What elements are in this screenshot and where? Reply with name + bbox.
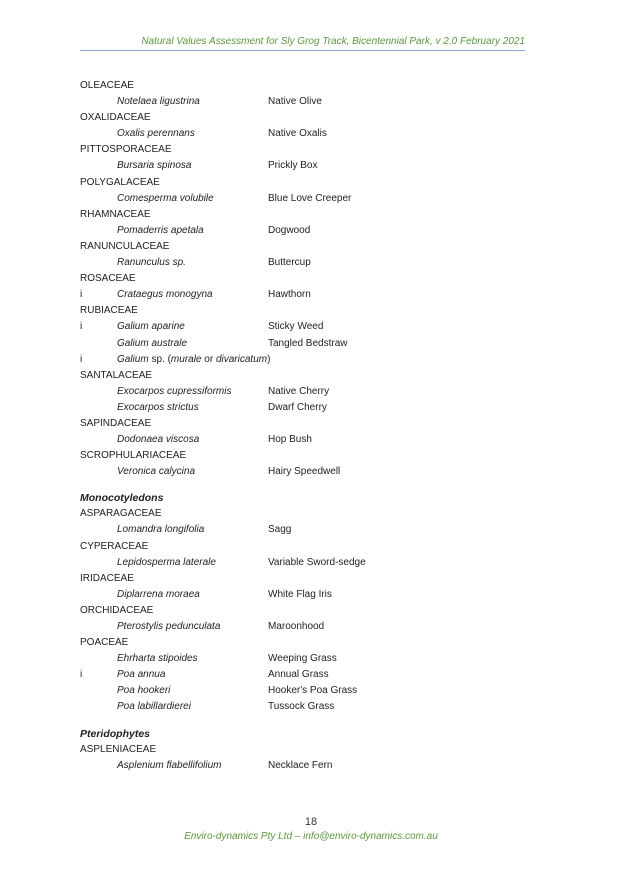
species-row [80,555,540,571]
scientific-name: Galium aparine [117,321,185,333]
common-name: Variable Sword-sedge [268,556,366,568]
qualifier-option: murale [170,353,202,365]
scientific-name: Ehrharta stipoides [117,653,198,665]
common-name: Tussock Grass [268,701,335,713]
scientific-name: Oxalis perennans [117,128,195,140]
family-name: SAPINDACEAE [80,417,152,429]
species-row [80,400,540,416]
family-name: SCROPHULARIACEAE [80,450,187,462]
scientific-name: Notelaea ligustrina [117,96,200,108]
species-row [80,287,540,303]
common-name: Blue Love Creeper [268,192,352,204]
introduced-marker: i [80,669,83,681]
common-name: Tangled Bedstraw [268,337,348,349]
species-row [80,699,540,715]
section-heading-pteridophytes: Pteridophytes [80,727,151,740]
family-name: RUBIACEAE [80,305,138,317]
common-name: Hooker's Poa Grass [268,685,358,697]
species-list [80,78,540,774]
family-name: OLEACEAE [80,80,134,91]
species-row [80,522,540,538]
species-row [80,432,540,448]
scientific-name: Comesperma volubile [117,192,214,204]
species-row [80,223,540,239]
family-name: POLYGALACEAE [80,176,160,188]
scientific-name: Exocarpos cupressiformis [117,385,232,397]
species-row [80,758,540,774]
common-name: Hairy Speedwell [268,466,341,478]
family-name: OXALIDACEAE [80,112,151,124]
introduced-marker: i [80,353,83,365]
common-name: Buttercup [268,257,311,269]
species-row [80,158,540,174]
header-rule [80,50,525,51]
common-name: Weeping Grass [268,653,337,665]
scientific-name: Veronica calycina [117,466,196,478]
species-row [80,319,540,335]
common-name: White Flag Iris [268,588,332,600]
family-name: CYPERACEAE [80,540,149,552]
common-name: Dwarf Cherry [268,401,327,413]
species-row [80,619,540,635]
monocot-list [80,506,540,715]
species-row [80,683,540,699]
introduced-marker: i [80,321,83,333]
common-name: Native Olive [268,96,322,108]
family-name: POACEAE [80,637,129,649]
common-name: Annual Grass [268,669,329,681]
common-name: Prickly Box [268,160,318,172]
scientific-name: Poa labillardierei [117,701,191,713]
scientific-name: Asplenium flabellifolium [117,759,222,771]
family-name: IRIDACEAE [80,572,134,584]
species-row [80,384,540,400]
scientific-name: Galium australe [117,337,188,349]
family-name: RANUNCULACEAE [80,240,170,252]
scientific-name: Pomaderris apetala [117,224,204,236]
common-name: Necklace Fern [268,759,333,771]
qualifier-option: divaricatum [215,353,268,365]
species-row [80,667,540,683]
scientific-name: Bursaria spinosa [117,160,192,172]
common-name: Sagg [268,524,292,536]
species-row [80,191,540,207]
scientific-name: Diplarrena moraea [117,588,200,600]
family-name: SANTALACEAE [80,369,153,381]
species-row [80,651,540,667]
scientific-name: Dodonaea viscosa [117,434,200,446]
genus-name: Galium [117,353,149,365]
species-row [80,336,540,352]
common-name: Hop Bush [268,434,312,446]
family-name: ASPLENIACEAE [80,743,157,755]
family-name: ORCHIDACEAE [80,604,154,616]
family-name: ROSACEAE [80,273,136,285]
common-name: Maroonhood [268,621,325,632]
species-qualifier [149,354,271,365]
page-header: Natural Values Assessment for Sly Grog Track, Bicentennial Park, v 2.0 February 2021 [141,36,525,47]
scientific-name [117,352,270,368]
scientific-name: Lepidosperma laterale [117,556,216,568]
footer-text: Enviro-dynamics Pty Ltd – info@enviro-dynamics.com.au [184,831,438,842]
species-row [80,464,540,480]
scientific-name: Ranunculus sp. [117,257,186,269]
qualifier-text: or [201,353,216,365]
scientific-name: Lomandra longifolia [117,524,205,536]
species-row [80,587,540,603]
scientific-name: Exocarpos strictus [117,401,199,413]
scientific-name: Pterostylis pedunculata [117,621,221,632]
qualifier-text: sp. ( [148,353,171,365]
common-name: Dogwood [268,224,311,236]
family-name: ASPARAGACEAE [80,508,162,520]
common-name: Hawthorn [268,289,311,301]
scientific-name: Poa annua [117,669,166,681]
scientific-name: Crataegus monogyna [117,289,213,301]
species-row [80,94,540,110]
scientific-name: Poa hookeri [117,685,171,697]
page-number: 18 [304,816,318,828]
introduced-marker: i [80,289,83,301]
section-heading-monocotyledons: Monocotyledons [80,492,164,505]
family-name: RHAMNACEAE [80,208,151,220]
common-name: Native Cherry [268,385,330,397]
dicot-list [80,78,540,480]
species-row [80,352,540,368]
species-row [80,126,540,142]
common-name: Sticky Weed [268,321,324,333]
pteridophyte-list [80,742,540,774]
family-name: PITTOSPORACEAE [80,144,172,156]
qualifier-text: ) [267,353,271,365]
species-row [80,255,540,271]
common-name: Native Oxalis [268,128,327,140]
